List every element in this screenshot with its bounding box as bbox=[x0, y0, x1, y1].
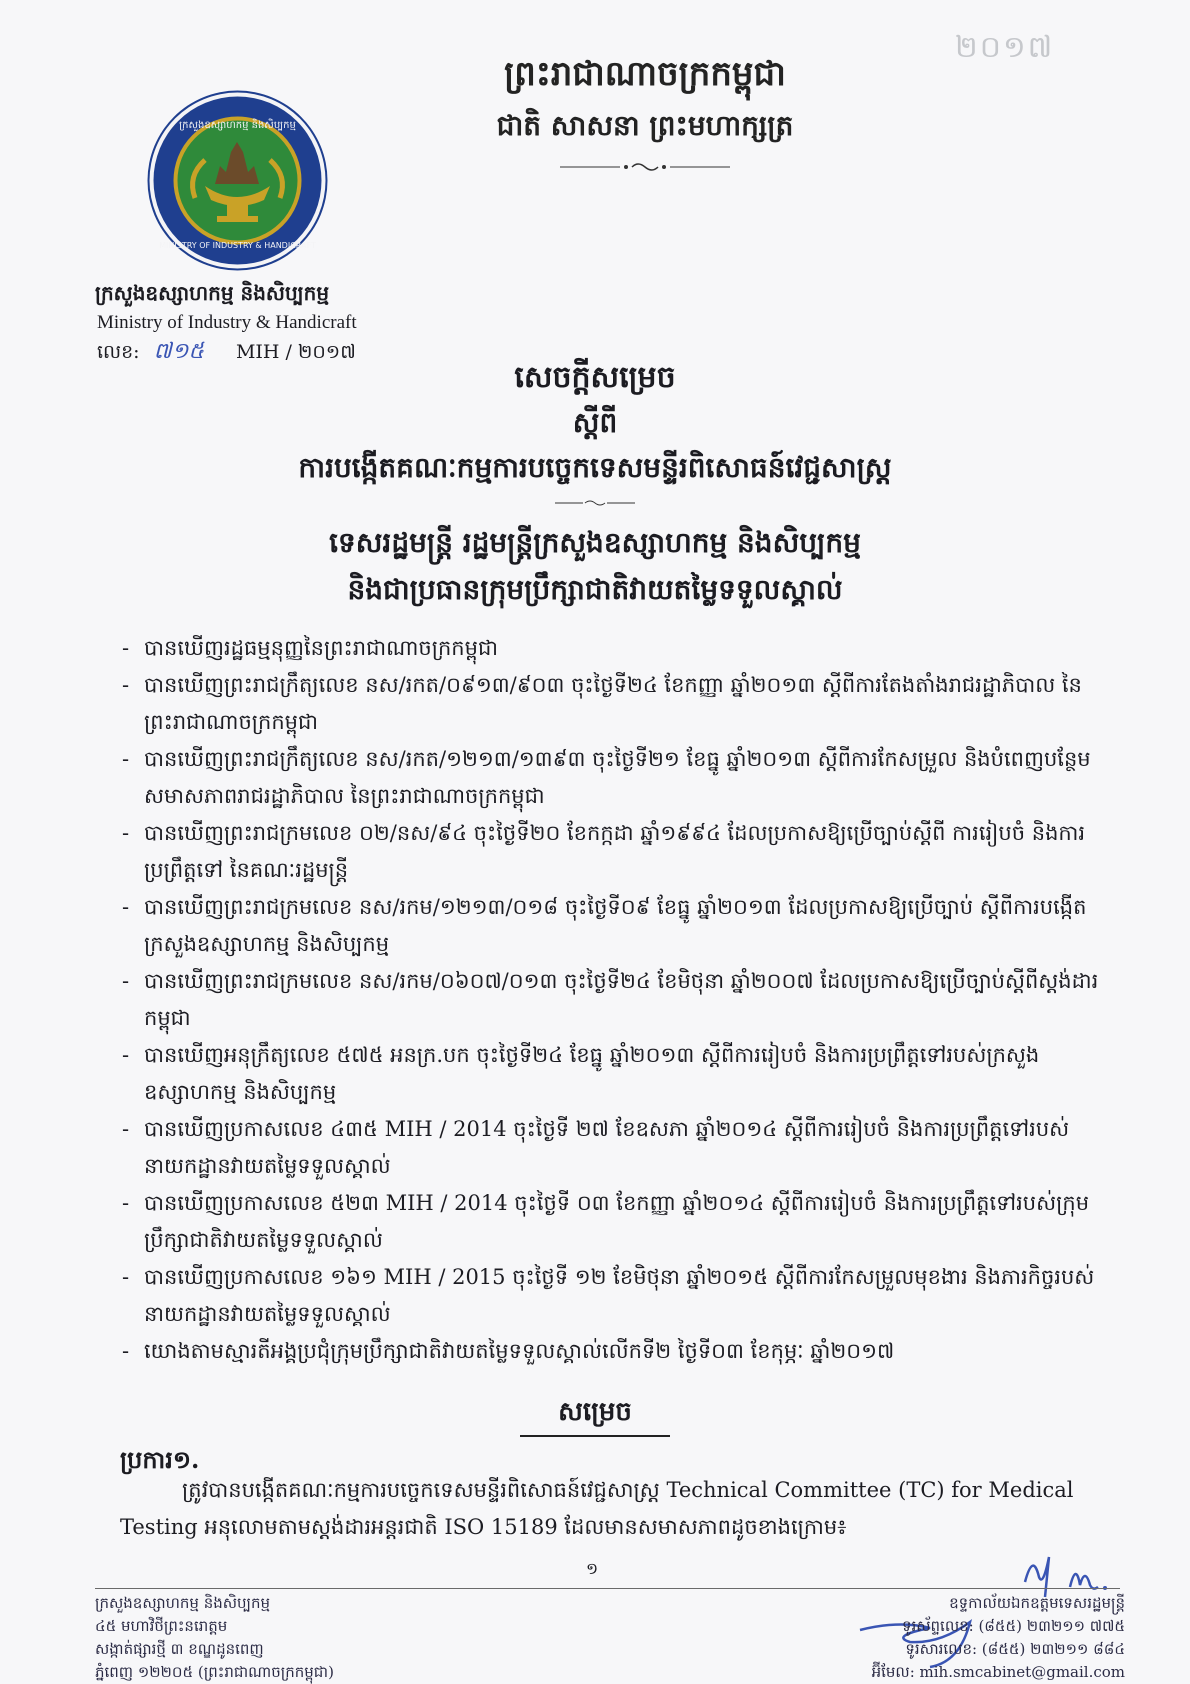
decision-title: សេចក្តីសម្រេច bbox=[514, 360, 676, 395]
reference-suffix: MIH / ២០១៧ bbox=[235, 341, 356, 363]
article-text bbox=[120, 1472, 1095, 1546]
authority-line-1: ទេសរដ្ឋមន្ត្រី រដ្ឋមន្ត្រីក្រសួងឧស្សាហកម្ម និងសិប្បកម្ម bbox=[329, 526, 861, 559]
preamble-clauses bbox=[120, 630, 1100, 1370]
decision-subject: ការបង្កើតគណៈកម្មការបច្ចេកទេសមន្ទីរពិសោធន៍វេជ្ជសាស្ត្រ bbox=[298, 451, 892, 484]
clause-item: - បានឃើញរដ្ឋធម្មនុញ្ញនៃព្រះរាជាណាចក្រកម្ពុជា bbox=[120, 630, 1100, 667]
footer-contact bbox=[820, 1592, 1125, 1684]
clause-item: - បានឃើញព្រះរាជក្រមលេខ នស/រកម/១២១៣/០១៨ ចុះថ្ងៃទី០៩ ខែធ្នូ ឆ្នាំ២០១៣ ដែលប្រកាសឱ្យប្រើច្បាប់ ស្តីពីការបង្កើតក្រសួងឧស្សាហកម្ម និងសិប្បកម្ម bbox=[120, 889, 1100, 963]
clause-item: - បានឃើញប្រកាសលេខ ៤៣៥ MIH / 2014 ចុះថ្ងៃទី ២៧ ខែឧសភា ឆ្នាំ២០១៤ ស្តីពីការរៀបចំ និងការប្រព្រឹត្តទៅរបស់នាយកដ្ឋានវាយតម្លៃទទួលស្គាល់ bbox=[120, 1111, 1100, 1185]
footer-address bbox=[95, 1592, 334, 1684]
footer-divider bbox=[95, 1588, 1120, 1589]
footer-contact-line: អ៊ីមែល: mih.smcabinet@gmail.com bbox=[871, 1663, 1125, 1681]
clause-item: - បានឃើញអនុក្រឹត្យលេខ ៥៧៥ អនក្រ.បក ចុះថ្ងៃទី២៤ ខែធ្នូ ឆ្នាំ២០១៣ ស្តីពីការរៀបចំ និងការប្រព្រឹត្តទៅរបស់ក្រសួងឧស្សាហកម្ម និងសិប្បកម្ម bbox=[120, 1037, 1100, 1111]
clause-item: - បានឃើញប្រកាសលេខ ៥២៣ MIH / 2014 ចុះថ្ងៃទី ០៣ ខែកញ្ញា ឆ្នាំ២០១៤ ស្តីពីការរៀបចំ និងការប្រព្រឹត្តទៅរបស់ក្រុមប្រឹក្សាជាតិវាយតម្លៃទទួលស្គាល់ bbox=[120, 1185, 1100, 1259]
ministry-name-kh: ក្រសួងឧស្សាហកម្ម និងសិប្បកម្ម bbox=[95, 281, 330, 305]
ministry-name-en: Ministry of Industry & Handicraft bbox=[97, 312, 357, 333]
clause-item: - បានឃើញព្រះរាជក្រមលេខ នស/រកម/០៦០៧/០១៣ ចុះថ្ងៃទី២៤ ខែមិថុនា ឆ្នាំ២០០៧ ដែលប្រកាសឱ្យប្រើច្បាប់ស្តីពីស្តង់ដារកម្ពុជា bbox=[120, 963, 1100, 1037]
decision-subject-label: ស្តីពី bbox=[572, 406, 618, 439]
footer-contact-line: ទូរសារលេខ: (៨៥៥) ២៣២១១ ៨៨៤ bbox=[905, 1640, 1125, 1658]
ministry-logo-icon bbox=[145, 88, 330, 273]
authority-line-2: និងជាប្រធានក្រុមប្រឹក្សាជាតិវាយតម្លៃទទួលស្គាល់ bbox=[347, 573, 843, 606]
footer-address-line: សង្កាត់ផ្សារថ្មី ៣ ខណ្ឌដូនពេញ bbox=[95, 1640, 264, 1658]
article-label: ប្រការ១. bbox=[120, 1445, 200, 1474]
logo-ring-text-en: MINISTRY OF INDUSTRY & HANDICRAFT bbox=[159, 241, 316, 250]
stamp-year: ២០១៧ bbox=[955, 30, 1055, 65]
national-motto: ជាតិ សាសនា ព្រះមហាក្សត្រ bbox=[496, 109, 794, 142]
clause-item: - បានឃើញព្រះរាជក្រឹត្យលេខ នស/រកត/០៩១៣/៩០៣ ចុះថ្ងៃទី២៤ ខែកញ្ញា ឆ្នាំ២០១៣ ស្តីពីការតែងតាំងរាជរដ្ឋាភិបាល នៃព្រះរាជាណាចក្រកម្ពុជា bbox=[120, 667, 1100, 741]
reference-handwritten: ៧១៥ bbox=[153, 339, 204, 364]
reference-label: លេខ: bbox=[97, 341, 140, 363]
decision-heading: សម្រេច bbox=[520, 1395, 670, 1437]
footer-address-line: ៤៥ មហាវិថីព្រះនរោត្តម bbox=[95, 1617, 228, 1635]
divider-ornament-icon bbox=[555, 498, 635, 508]
clause-item: - បានឃើញព្រះរាជក្រមលេខ ០២/នស/៩៤ ចុះថ្ងៃទី២០ ខែកក្កដា ឆ្នាំ១៩៩៤ ដែលប្រកាសឱ្យប្រើច្បាប់ស្តីពី ការរៀបចំ និងការប្រព្រឹត្តទៅ នៃគណៈរដ្ឋមន្ត្រី bbox=[120, 815, 1100, 889]
footer-contact-line: ទូរស័ព្ទលេខ: (៨៥៥) ២៣២១១ ៧៧៥ bbox=[901, 1617, 1125, 1635]
footer-address-line: ក្រសួងឧស្សាហកម្ម និងសិប្បកម្ម bbox=[95, 1594, 271, 1612]
footer-address-line: ភ្នំពេញ ១២២០៥ (ព្រះរាជាណាចក្រកម្ពុជា) bbox=[95, 1663, 334, 1681]
page-number: ១ bbox=[586, 1559, 599, 1578]
clause-item: - បានឃើញប្រកាសលេខ ១៦១ MIH / 2015 ចុះថ្ងៃទី ១២ ខែមិថុនា ឆ្នាំ២០១៥ ស្តីពីការកែសម្រួលមុខងារ និងភារកិច្ចរបស់នាយកដ្ឋានវាយតម្លៃទទួលស្គាល់ bbox=[120, 1259, 1100, 1333]
clause-item: - បានឃើញព្រះរាជក្រឹត្យលេខ នស/រកត/១២១៣/១៣៩៣ ចុះថ្ងៃទី២១ ខែធ្នូ ឆ្នាំ២០១៣ ស្តីពីការកែសម្រួល និងបំពេញបន្ថែមសមាសភាពរាជរដ្ឋាភិបាល នៃព្រះរាជាណាចក្រកម្ពុជា bbox=[120, 741, 1100, 815]
ornament-divider-icon bbox=[560, 160, 730, 174]
footer-contact-line: ឧទ្ទកាល័យឯកឧត្តមទេសរដ្ឋមន្ត្រី bbox=[949, 1594, 1125, 1612]
logo-ring-text: ក្រសួងឧស្សាហកម្ម និងសិប្បកម្ម bbox=[179, 120, 296, 131]
kingdom-heading: ព្រះរាជាណាចក្រកម្ពុជា bbox=[504, 54, 786, 94]
article-body: ត្រូវបានបង្កើតគណៈកម្មការបច្ចេកទេសមន្ទីរពិសោធន៍វេជ្ជសាស្ត្រ Technical Committee (TC) for Medical Testing អនុលោមតាមស្តង់ដារអន្តរជាតិ ISO 15189 ដែលមានសមាសភាពដូចខាងក្រោម៖ bbox=[120, 1478, 1074, 1539]
clause-item: - យោងតាមស្មារតីអង្គប្រជុំក្រុមប្រឹក្សាជាតិវាយតម្លៃទទួលស្គាល់លើកទី២ ថ្ងៃទី០៣ ខែកុម្ភៈ ឆ្នាំ២០១៧ bbox=[120, 1333, 1100, 1370]
